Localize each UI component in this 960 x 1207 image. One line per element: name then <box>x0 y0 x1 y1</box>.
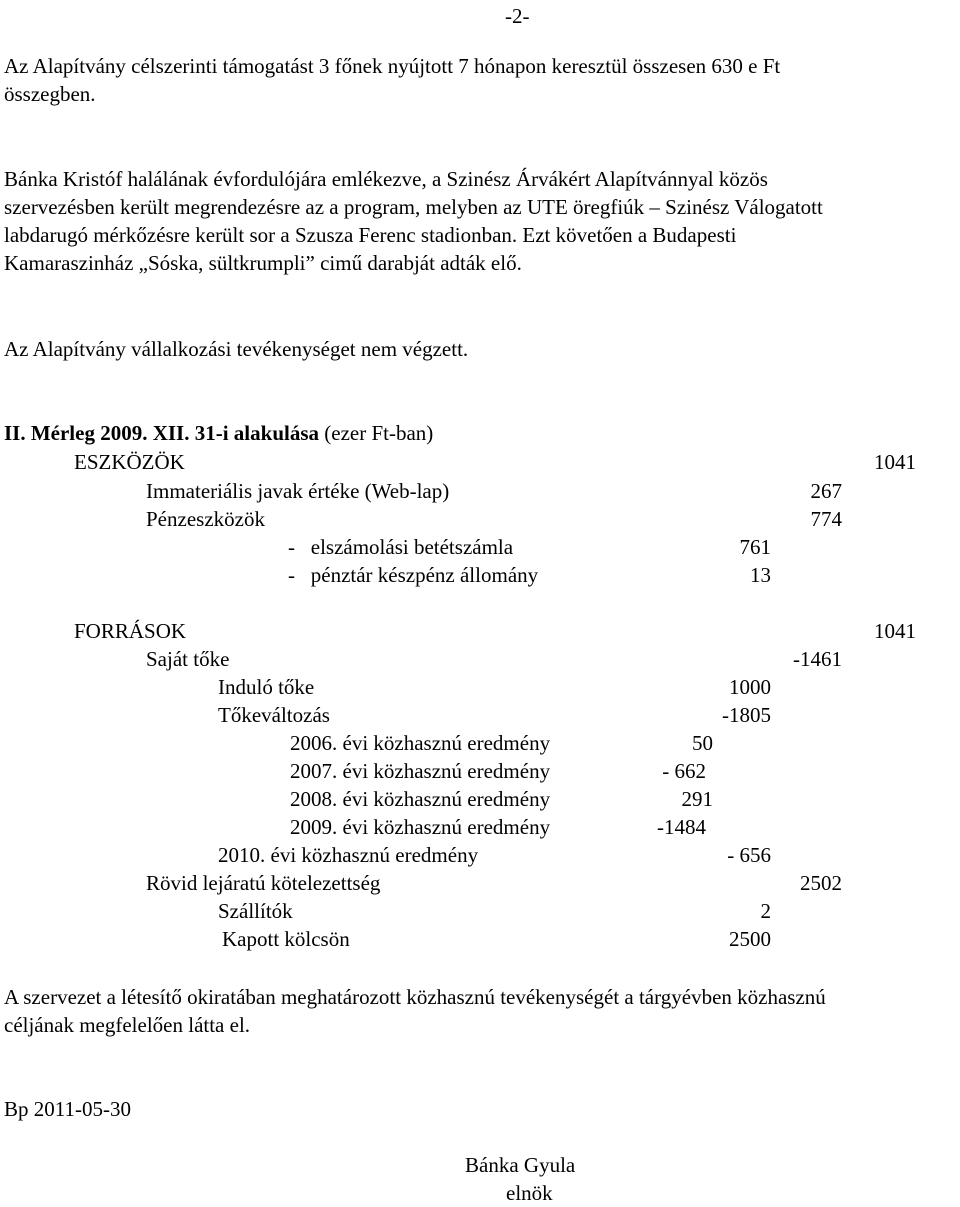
cash-label: Pénzeszközök <box>146 507 265 531</box>
result-2006-value: 50 <box>692 731 713 755</box>
text-line: Kamaraszinház „Sóska, sültkrumpli” cimű darabját adták elő. <box>4 251 522 275</box>
balance-heading-unit: (ezer Ft-ban) <box>324 421 434 445</box>
bank-account-label: - elszámolási betétszámla <box>288 535 514 559</box>
text-line: A szervezet a létesítő okiratában meghatározott közhasznú tevékenységét a tárgyévben közhasznú <box>4 985 826 1009</box>
capital-change-label: Tőkeváltozás <box>218 703 330 727</box>
assets-total: 1041 <box>874 450 916 474</box>
cash-value: 774 <box>810 507 842 531</box>
result-2008-value: 291 <box>681 787 713 811</box>
text-line: céljának megfelelően látta el. <box>4 1013 251 1037</box>
result-2010-value: - 656 <box>727 843 771 867</box>
suppliers-label: Szállítók <box>218 899 293 923</box>
paragraph-conclusion <box>4 983 956 1039</box>
paragraph-support <box>4 52 956 108</box>
bank-account-value: 761 <box>739 535 771 559</box>
intangible-label: Immateriális javak értéke (Web-lap) <box>146 479 450 503</box>
result-2007-label: 2007. évi közhasznú eredmény <box>290 759 551 783</box>
initial-capital-value: 1000 <box>729 675 771 699</box>
balance-heading-title: II. Mérleg 2009. XII. 31-i alakulása <box>4 421 319 445</box>
result-2010-label: 2010. évi közhasznú eredmény <box>218 843 479 867</box>
liabilities-total: 1041 <box>874 619 916 643</box>
initial-capital-label: Induló tőke <box>218 675 315 699</box>
place-date: Bp 2011-05-30 <box>4 1097 131 1121</box>
result-2009-value: -1484 <box>657 815 706 839</box>
balance-heading <box>4 419 433 447</box>
assets-label: ESZKÖZÖK <box>74 450 185 474</box>
suppliers-value: 2 <box>760 899 771 923</box>
page-number: -2- <box>505 4 530 28</box>
text-line: összegben. <box>4 82 96 106</box>
loan-received-label: Kapott kölcsön <box>222 927 350 951</box>
text-line: szervezésben került megrendezésre az a program, melyben az UTE öregfiúk – Szinész Válogatott <box>4 195 823 219</box>
text-line: Bánka Kristóf halálának évfordulójára emlékezve, a Szinész Árvákért Alapítvánnyal közös <box>4 167 768 191</box>
liabilities-label: FORRÁSOK <box>74 619 187 643</box>
short-term-liabilities-value: 2502 <box>800 871 842 895</box>
signature-name: Bánka Gyula <box>465 1153 576 1177</box>
signature-title: elnök <box>506 1181 553 1205</box>
result-2009-label: 2009. évi közhasznú eredmény <box>290 815 551 839</box>
result-2008-label: 2008. évi közhasznú eredmény <box>290 787 551 811</box>
short-term-liabilities-label: Rövid lejáratú kötelezettség <box>146 871 381 895</box>
equity-value: -1461 <box>793 647 842 671</box>
text-line: Az Alapítvány célszerinti támogatást 3 főnek nyújtott 7 hónapon keresztül összesen 630 e Ft <box>4 54 781 78</box>
intangible-value: 267 <box>810 479 842 503</box>
equity-label: Saját tőke <box>146 647 230 671</box>
petty-cash-label: - pénztár készpénz állomány <box>288 563 539 587</box>
petty-cash-value: 13 <box>750 563 771 587</box>
paragraph-event <box>4 165 956 277</box>
paragraph-no-business: Az Alapítvány vállalkozási tevékenységet nem végzett. <box>4 337 469 361</box>
loan-received-value: 2500 <box>729 927 771 951</box>
result-2007-value: - 662 <box>662 759 706 783</box>
capital-change-value: -1805 <box>722 703 771 727</box>
text-line: labdarugó mérkőzésre került sor a Szusza Ferenc stadionban. Ezt követően a Budapesti <box>4 223 737 247</box>
result-2006-label: 2006. évi közhasznú eredmény <box>290 731 551 755</box>
